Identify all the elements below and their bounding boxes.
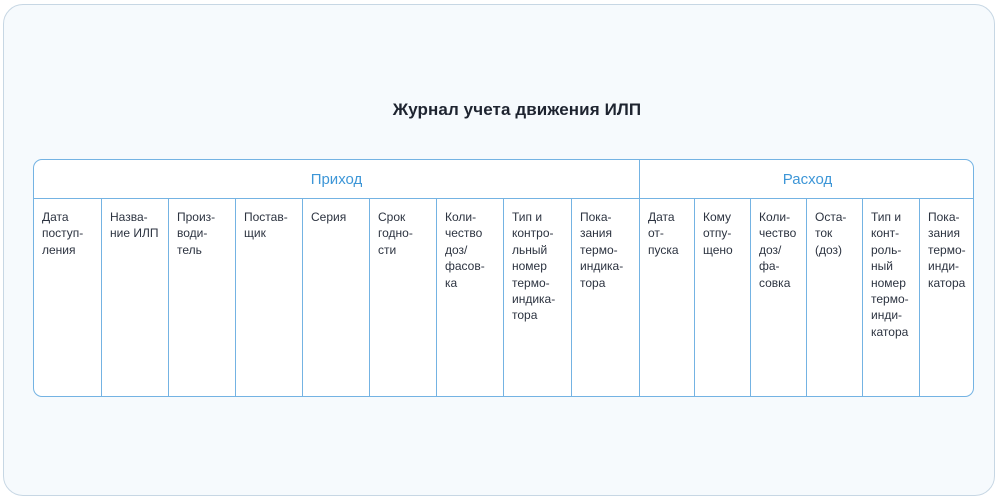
group-header-expense: Расход — [782, 170, 833, 188]
column-header-supplier: Постав- щик — [235, 199, 302, 396]
card — [3, 4, 995, 496]
column-header-thermo-indicator-type-in: Тип и контро- льный номер термо- индика- тора — [503, 199, 571, 396]
column-header-thermo-indicator-type-out: Тип и конт- роль- ный номер термо- инди- катора — [862, 199, 919, 396]
page-title: Журнал учета движения ИЛП — [392, 100, 642, 119]
column-header-remaining: Оста- ток (доз) — [806, 199, 862, 396]
column-header-dose-count-out: Коли- чество доз/ фа- совка — [750, 199, 806, 396]
column-header-manufacturer: Произ- води- тель — [168, 199, 235, 396]
column-header-issue-date: Дата от- пуска — [639, 199, 694, 396]
column-header-product-name: Назва- ние ИЛП — [101, 199, 168, 396]
column-header-dose-count-in: Коли- чество доз/ фасов- ка — [436, 199, 503, 396]
column-header-receipt-date: Дата поступ- ления — [42, 210, 84, 257]
journal-table — [33, 159, 974, 397]
column-header-thermo-reading-in: Пока- зания термо- индика- тора — [571, 199, 639, 396]
column-header-expiry: Срок годно- сти — [369, 199, 436, 396]
column-header-recipient: Кому отпу- щено — [694, 199, 750, 396]
column-header-series: Серия — [302, 199, 369, 396]
column-header-thermo-reading-out: Пока- зания термо- инди- катора — [919, 199, 974, 396]
group-header-income: Приход — [310, 170, 363, 188]
